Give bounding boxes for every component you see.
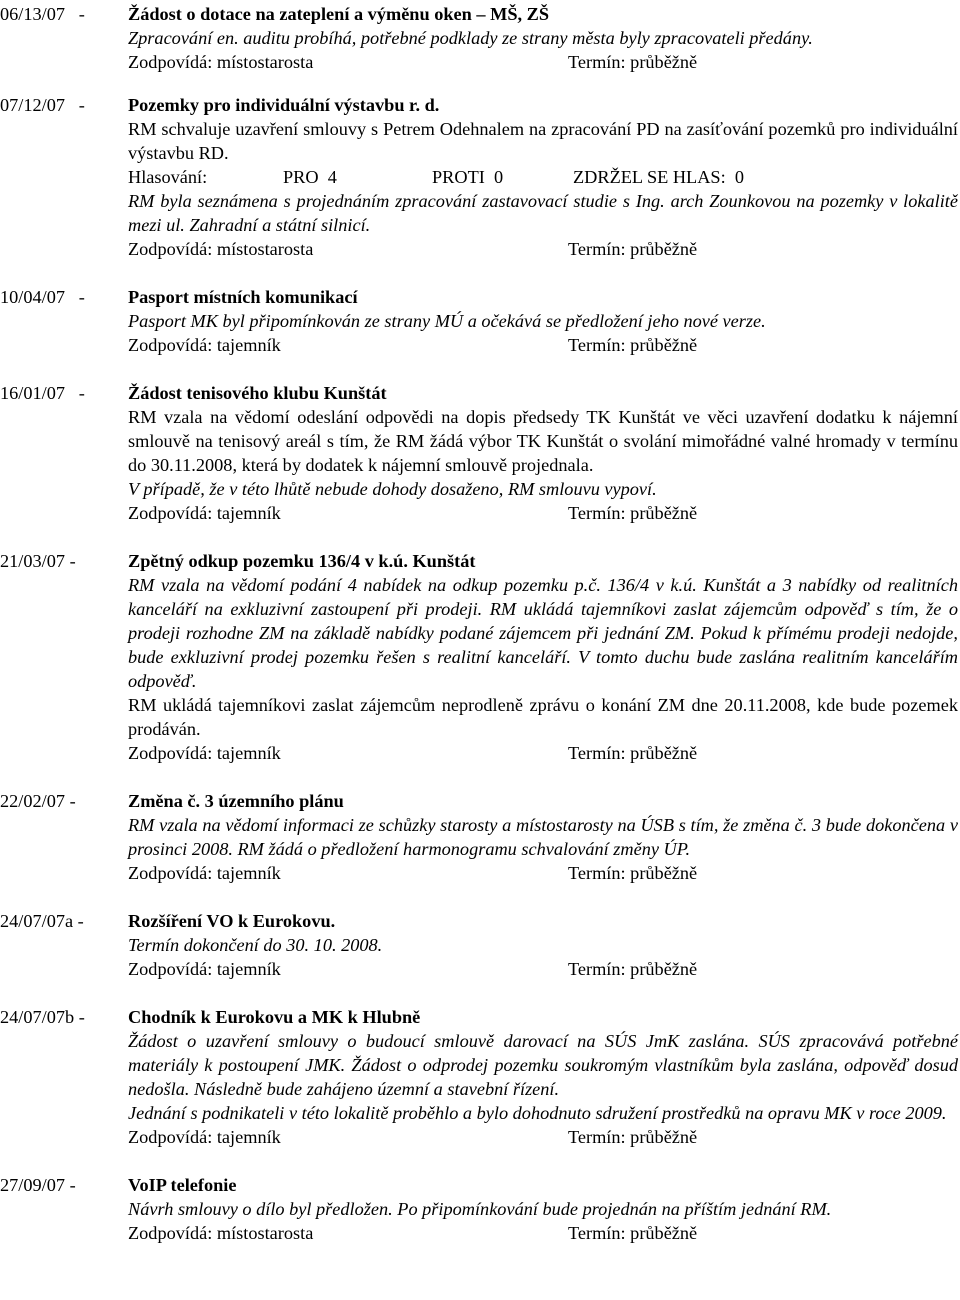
task-entry: [0, 285, 960, 357]
task-title: Změna č. 3 územního plánu: [128, 791, 344, 811]
task-resolution: RM vzala na vědomí odeslání odpovědi na dopis předsedy TK Kunštát ve věci uzavření dodatku k nájemní smlouvě na tenisový areál s tím, že RM žádá výbor TK Kunštát o svolání mimořádné valné hromady v termínu do 30.11.2008, která by dodatek k nájemní smlouvě projednala.: [128, 407, 958, 475]
minutes-page: [0, 2, 960, 1245]
task-title: VoIP telefonie: [128, 1175, 237, 1195]
task-note: Pasport MK byl připomínkován ze strany MÚ a očekává se předložení jeho nové verze.: [128, 311, 766, 331]
task-responsible: Zodpovídá: místostarosta: [128, 52, 314, 72]
task-responsible: Zodpovídá: tajemník: [128, 335, 281, 355]
task-term: Termín: průběžně: [568, 863, 698, 883]
task-term: Termín: průběžně: [568, 335, 698, 355]
task-note: RM byla seznámena s projednáním zpracování zastavovací studie s Ing. arch Zounkovou na pozemky v lokalitě mezi ul. Zahradní a státní silnicí.: [128, 191, 958, 235]
task-title: Zpětný odkup pozemku 136/4 v k.ú. Kunštát: [128, 551, 476, 571]
task-responsible: Zodpovídá: tajemník: [128, 959, 281, 979]
task-entry: [0, 2, 960, 74]
task-code: 06/13/07 -: [0, 4, 85, 24]
vote-label: Hlasování:: [128, 167, 208, 187]
task-note: Návrh smlouvy o dílo byl předložen. Po připomínkování bude projednán na příštím jednání RM.: [128, 1199, 832, 1219]
task-title: Chodník k Eurokovu a MK k Hlubně: [128, 1007, 421, 1027]
task-responsibility-row: [128, 1125, 958, 1149]
task-code: 24/07/07b -: [0, 1007, 85, 1027]
vote-against: PROTI 0: [432, 167, 504, 187]
task-responsible: Zodpovídá: tajemník: [128, 503, 281, 523]
vote-for: PRO 4: [283, 167, 337, 187]
task-note: Zpracování en. auditu probíhá, potřebné podklady ze strany města byly zpracovateli předány.: [128, 28, 813, 48]
task-code: 16/01/07 -: [0, 383, 85, 403]
task-responsibility-row: [128, 501, 958, 525]
task-term: Termín: průběžně: [568, 1127, 698, 1147]
task-term: Termín: průběžně: [568, 743, 698, 763]
task-code: 07/12/07 -: [0, 95, 85, 115]
task-term: Termín: průběžně: [568, 239, 698, 259]
task-resolution: RM schvaluje uzavření smlouvy s Petrem Odehnalem na zpracování PD na zasíťování pozemků pro individuální výstavbu RD.: [128, 119, 958, 163]
task-term: Termín: průběžně: [568, 503, 698, 523]
task-note: Žádost o uzavření smlouvy o budoucí smlouvě darovací na SÚS JmK zaslána. SÚS zpracovává potřebné materiály k postoupení JMK. Žádost o odprodej pozemku soukromým vlastníkům byla zaslána, odpověď dosud nedošla. Následně bude zahájeno územní a stavební řízení.: [128, 1031, 958, 1099]
task-entry: [0, 909, 960, 981]
task-note: Termín dokončení do 30. 10. 2008.: [128, 935, 383, 955]
task-entry: [0, 93, 960, 261]
task-responsibility-row: [128, 50, 958, 74]
task-entry: [0, 789, 960, 885]
task-responsibility-row: [128, 237, 958, 261]
task-responsible: Zodpovídá: tajemník: [128, 743, 281, 763]
task-title: Pasport místních komunikací: [128, 287, 358, 307]
task-entry: [0, 1005, 960, 1149]
task-responsibility-row: [128, 741, 958, 765]
task-code: 22/02/07 -: [0, 791, 76, 811]
task-responsibility-row: [128, 1221, 958, 1245]
task-note: RM vzala na vědomí informaci ze schůzky starosty a místostarosty na ÚSB s tím, že změna č. 3 bude dokončena v prosinci 2008. RM žádá o předložení harmonogramu schvalování změny ÚP.: [128, 815, 958, 859]
task-note: V případě, že v této lhůtě nebude dohody dosaženo, RM smlouvu vypoví.: [128, 479, 657, 499]
task-term: Termín: průběžně: [568, 959, 698, 979]
task-responsible: Zodpovídá: místostarosta: [128, 239, 314, 259]
task-code: 24/07/07a -: [0, 911, 84, 931]
task-responsibility-row: [128, 333, 958, 357]
task-entry: [0, 549, 960, 765]
task-entry: [0, 381, 960, 525]
task-responsibility-row: [128, 957, 958, 981]
task-responsible: Zodpovídá: tajemník: [128, 863, 281, 883]
task-term: Termín: průběžně: [568, 52, 698, 72]
task-title: Žádost o dotace na zateplení a výměnu oken – MŠ, ZŠ: [128, 4, 550, 24]
task-term: Termín: průběžně: [568, 1223, 698, 1243]
task-responsible: Zodpovídá: tajemník: [128, 1127, 281, 1147]
task-resolution: RM ukládá tajemníkovi zaslat zájemcům neprodleně zprávu o konání ZM dne 20.11.2008, kde bude pozemek prodáván.: [128, 695, 958, 739]
task-code: 10/04/07 -: [0, 287, 85, 307]
vote-abstain: ZDRŽEL SE HLAS: 0: [573, 167, 744, 187]
task-title: Rozšíření VO k Eurokovu.: [128, 911, 336, 931]
task-note: RM vzala na vědomí podání 4 nabídek na odkup pozemku p.č. 136/4 v k.ú. Kunštát a 3 nabídky od realitních kanceláří na exkluzivní zastoupení při prodeji. RM ukládá tajemníkovi zaslat zájemcům odpověď s tím, že o prodeji rozhodne ZM na základě nabídky podané zájemcem při jednání ZM. Pokud k přímému prodeji nedojde, bude exkluzivní prodej pozemku řešen s realitní kanceláří. V tomto duchu bude zaslána realitním kancelářím odpověď.: [128, 575, 958, 691]
task-note: Jednání s podnikateli v této lokalitě proběhlo a bylo dohodnuto sdružení prostředků na opravu MK v roce 2009.: [128, 1103, 947, 1123]
task-responsible: Zodpovídá: místostarosta: [128, 1223, 314, 1243]
task-code: 21/03/07 -: [0, 551, 76, 571]
task-code: 27/09/07 -: [0, 1175, 76, 1195]
vote-row: [128, 165, 958, 189]
task-title: Žádost tenisového klubu Kunštát: [128, 383, 387, 403]
task-responsibility-row: [128, 861, 958, 885]
task-title: Pozemky pro individuální výstavbu r. d.: [128, 95, 440, 115]
task-entry: [0, 1173, 960, 1245]
